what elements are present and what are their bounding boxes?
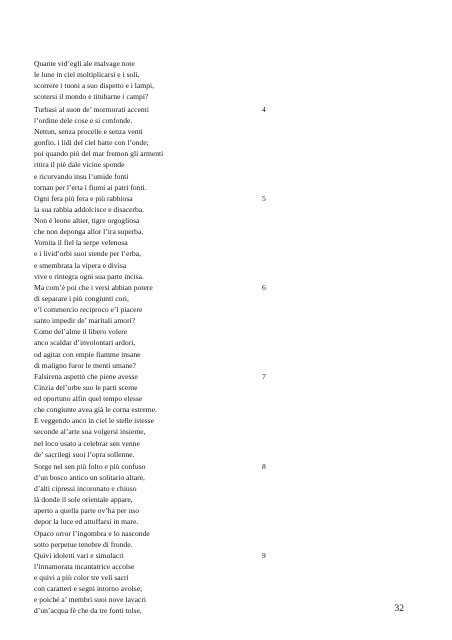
verse-line: tornan per l’erta i fiumi ai patri fonti.	[34, 182, 147, 192]
verse-line: d’un bosco antico un solitario altare,	[34, 473, 145, 483]
stanza	[34, 550, 266, 617]
verse-line: aperto a quella parte ov’ha per uso	[34, 506, 139, 516]
verse-line: Vomita il fiel la serpe velenosa	[34, 238, 128, 248]
verse-line: Nettun, senza procelle e senza venti	[34, 127, 143, 137]
verse-line: gonfio, i lidi del ciel batte con l’onde;	[34, 138, 149, 148]
verse-line: Sorge nel sen più folto e più confuso	[34, 462, 146, 471]
verse-line: Come del’alme il libero volere	[34, 327, 128, 337]
stanza	[34, 282, 266, 371]
verse-line: che non deponga allor l’ira superba.	[34, 227, 144, 237]
verse-line: seconde al’arte sua volgersi insieme,	[34, 427, 146, 437]
verse-line: santo impedir de’ maritali amori?	[34, 316, 136, 326]
verse-line: poi quando più del mar fremon gli armenti	[34, 149, 164, 159]
stanza	[34, 193, 266, 282]
verse-line: Ogni fera più fera e più rabbiosa	[34, 194, 133, 203]
stanza	[34, 58, 244, 102]
verse-line: di separare i più congiunti cori,	[34, 294, 129, 304]
stanza-number: 6	[262, 283, 266, 292]
verse-line: ed oportuno alfin quel tempo elesse	[34, 394, 143, 404]
verse-line: e quivi a più color tre veli sacri	[34, 573, 129, 583]
verse-line: de’ sacrilegi suoi l’opra sollenne.	[34, 449, 135, 459]
verse-line: là donde il sole orientale appare,	[34, 495, 133, 505]
verse-line: le lune in ciel moltiplicarsi e i soli,	[34, 70, 140, 80]
verse-line: e ricurvando insu l’umide fonti	[34, 171, 129, 181]
verse-line: od agitar con empie fiamme insane	[34, 349, 141, 359]
verse-line: e smembrata la vipera e divisa	[34, 260, 127, 270]
stanza-number: 7	[262, 372, 266, 381]
verse-line: vive e rintegra ogni sua parte incisa.	[34, 271, 144, 281]
verse-line: anco scaldar d’involontari ardori,	[34, 338, 136, 348]
verse-line: scotersi il mondo e titubarne i campi?	[34, 92, 149, 102]
verse-line: Turbasi al suon de’ mormorati accenti	[34, 105, 149, 114]
verse-line: e i livid’orbi suoi stende per l’erba,	[34, 249, 141, 259]
verse-line: E veggendo anco in ciel le stelle istesse	[34, 416, 154, 426]
verse-line: Ma com’è poi che i versi abbian potere	[34, 283, 153, 292]
verse-line: ritira il piè dale vicine sponde	[34, 160, 125, 170]
verse-line: sotto perpetue tenebre di fronde.	[34, 539, 133, 549]
verse-line: che congiunte avea già le corna estreme.	[34, 405, 157, 415]
verse-line: scorrere i tuoni a suo dispetto e i lampi,	[34, 81, 154, 91]
verse-line: Non è leone altier, tigre orgogliosa	[34, 216, 140, 226]
verse-line: la sua rabbia addolcisce e disacerba.	[34, 205, 145, 215]
verse-line: l’innamorata incantatrice accolse	[34, 562, 135, 572]
stanza-number: 9	[262, 551, 266, 560]
stanza	[34, 104, 266, 193]
verse-line: depor la luce ed attuffarsi in mare.	[34, 517, 139, 527]
stanza-number: 5	[262, 194, 266, 203]
verse-line: d’un’acqua fè che da tre fonti tolse,	[34, 606, 142, 616]
verse-line: Opaco orror l’ingombra e lo nasconde	[34, 528, 150, 538]
stanza-number: 4	[262, 105, 266, 114]
verse-line: e poiché a’ membri suoi nove lavacri	[34, 595, 147, 605]
verse-line: l’ordine dele cose e si confonde.	[34, 116, 133, 126]
verse-line: nel loco usato a celebrar sen venne	[34, 438, 140, 448]
verse-line: con caratteri e segni intorno avolse;	[34, 584, 143, 594]
verse-line: Cinzia del’orbe suo le parti sceme	[34, 383, 138, 393]
verse-line: e’l commercio reciproco e’l piacere	[34, 305, 143, 315]
stanza	[34, 461, 266, 550]
verse-line: Falsirena aspettò che piene avesse	[34, 372, 138, 381]
verse-line: d’alti cipressi incoronato e chiuso	[34, 484, 137, 494]
stanza-number: 8	[262, 462, 266, 471]
verse-line: Quivi idoletti vari e simulacri	[34, 551, 124, 560]
verse-line: di maligno furor le menti umane?	[34, 360, 136, 370]
page-number: 32	[394, 604, 404, 614]
stanza	[34, 371, 266, 460]
verse-line: Quante vid’egli ale malvage note	[34, 59, 135, 68]
